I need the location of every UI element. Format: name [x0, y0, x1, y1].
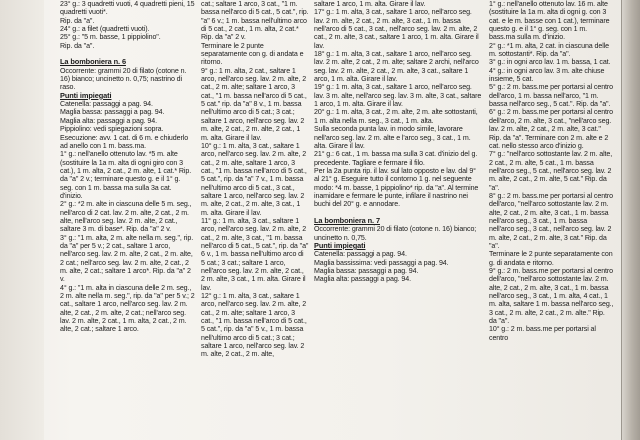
paragraph: Esecuzione: avv. 1 cat. di 6 m. e chiuderlo ad anello con 1 m. bass.ma.: [60, 133, 190, 150]
paragraph: 7° g.: "nell'arco sottostante lav. 2 m. alte, 2 cat., 2 m. alte, 5 cat., 1 m. bassa nell'arco seg., 5 cat., nell'arco seg. lav. 2 m. alte, 2 cat., 2 m. alte, 5 cat." Rip. da "a".: [489, 150, 615, 192]
paragraph: Catenella: passaggi a pag. 94.: [314, 250, 407, 259]
paragraph: Rip. da "a".: [60, 16, 95, 25]
paragraph: Occorrente: grammi 20 di filato (cotone n. 16) bianco; uncinetto n. 0,75.: [314, 225, 479, 242]
paragraph: Maglia alta: passaggi a pag. 94.: [314, 275, 411, 284]
paragraph: 6° g.: 2 m. bass.me per portarsi al centro dell'arco, 2 m. alte, 3 cat., "nell'arco seg. lav. 2 m. alte, 2 cat., 2 m. alte, 3 cat." Rip. da "a". Terminare con 2 m. alte e 2 cat. nello stesso arco d'inizio g.: [489, 108, 615, 150]
paragraph: 21° g.: 6 cat., 1 m. bassa ma sulla 3 cat. d'inizio del g. precedente. Tagliare e fermare il filo.: [314, 150, 480, 167]
paragraph: 23° g.: 3 quadretti vuoti, 4 quadretti pieni, 15 quadretti vuoti*.: [60, 0, 197, 17]
paragraph: Sulla seconda punta lav. in modo simile, lavorare nell'arco seg. lav. 2 m. alte e l'arco seg., 3 cat., 1 m. alta. Girare il lav.: [314, 125, 473, 150]
paragraph: 2° g.: *2 m. alte in ciascuna delle 5 m. seg., nell'arco di 2 cat. lav. 2 m. alte, 2 cat., 2 m. alte, nell'arco seg. lav. 2 m. alte, 2 cat., saltare 3 m. di base*. Rip. da "a" 2 v.: [60, 200, 194, 234]
text-column-2: [201, 0, 309, 440]
paragraph: Terminare le 2 punte separatamente con g. di andata e ritorno.: [489, 250, 615, 267]
paragraph: 24° g.: a filet (quadretti vuoti).: [60, 25, 150, 34]
paragraph: 10° g.: 1 m. alta, 3 cat., saltare 1 arco, nell'arco seg. lav. 2 m. alte, 2 cat., 2 m. alte, saltare 1 arco, 3 cat., "1 m. bassa nell'arco di 5 cat., 5 cat.", rip. da "a" 7 v., 1 m. bassa nell'ultimo arco di 5 cat., 3 cat., saltare 1 arco, nell'arco seg. lav. 2 m. alte, 2 cat., 2 m. alte, 3 cat., 1 m. alta. Girare il lav.: [201, 141, 309, 217]
paragraph: 9° g.: 1 m. alta, 2 cat., saltare 1 arco, nell'arco seg. lav. 2 m. alte, 2 cat., 2 m. alte; saltare 1 arco, 3 cat., "1 m. bassa nell'arco di 5 cat., 5 cat." rip. da "a" 8 v., 1 m. bassa nell'ultimo arco di 5 cat.; 3 cat.; saltare 1 arco, nell'arco seg. lav. 2 m. alte, 2 cat., 2 m. alte, 2 cat., 1 m. alta. Girare il lav.: [201, 66, 309, 142]
paragraph: 25° g.: "5 m. basse, 1 pippiolino".: [60, 33, 161, 42]
section-heading: La bomboniera n. 7: [314, 215, 380, 225]
paragraph: saltare 1 arco, 1 m. alta. Girare il lav.: [314, 0, 426, 8]
paragraph: 4° g.: "1 m. alta in ciascuna delle 2 m. seg., 2 m. alte nella m. seg.", rip. da "a" per 5 v.; 2 cat., saltare 1 arco, nell'arco seg. lav. 2 m. alte, 2 cat., 2 m. alte, 2 cat.; nell'arco seg. lav. 2 m. alte, 2 cat., 1 m. alta, 2 cat., 2 m. alte, 2 cat.; saltare 1 arco.: [60, 283, 197, 334]
paragraph: cat.; saltare 1 arco, 3 cat., "1 m. bassa nell'arco di 5 cat., 5 cat.", rip. "a" 6 v.; 1 m. bassa nell'ultimo arco di 5 cat., 2 cat., 1 m. alta, 2 cat.* Rip. da "a" 2 v.: [201, 0, 311, 42]
paragraph: 11° g.: 1 m. alta, 3 cat., saltare 1 arco, nell'arco seg. lav. 2 m. alte, 2 cat., 2 m. alte, 3 cat., "1 m. bassa nell'arco di 5 cat., 5 cat.", rip. da "a" 6 v., 1 m. bassa nell'ultimo arco di 5 cat.; 3 cat.; saltare 1 arco, nell'arco seg. lav. 2 m. alte, 2 cat., 2 m. alte, 3 cat., 1 m. alta. Girare il lav.: [201, 216, 311, 292]
page-margin: [0, 0, 44, 440]
paragraph: Maglia bassa: passaggi a pag. 94.: [60, 108, 165, 117]
paragraph: 19° g.: 1 m. alta, 3 cat., saltare 1 arco, nell'arco seg. lav. 3 m. alte, nell'arco seg. lav. 3 m. alte, 3 cat., saltare 1 arco, 1 m. alta. Girare il lav.: [314, 83, 484, 109]
paragraph: Terminare le 2 punte separatamente con g. di andata e ritorno.: [201, 41, 306, 67]
paragraph: 5° g.: 2 m. bass.me per portarsi al centro dell'arco, 1 m. bassa nell'arco, "1 m. bassa nell'arco seg., 5 cat.". Rip. da "a".: [489, 83, 615, 109]
paragraph: 3° g.: "1 m. alta, 2 m. alte nella m. seg.", rip. da "a" per 5 v.; 2 cat., saltare 1 arco, nell'arco seg. lav. 2 m. alte, 2 cat., 2 m. alte, 2 cat.; nell'arco seg. lav. 2 m. alte, 2 cat., 2 m. alte, 2 cat.; saltare 1 arco*. Rip. da "a" 2 v.: [60, 233, 195, 284]
paragraph: Maglia bassa: passaggi a pag. 94.: [314, 267, 419, 275]
paragraph: 1° g.: nell'anello ottenuto lav. *5 m. alte (sostituire la 1a m. alta di ogni giro con 3 cat.), 1 m. alta, 2 cat., 2 m. alte, 1 cat.* Rip. da "a" 2 v.; terminare questo g. e il 1° g. seg. con 1 m. bassa ma sulla 3a cat. d'inizio.: [60, 150, 193, 200]
section-heading: Punti impiegati: [314, 240, 366, 250]
paragraph: 3° g.: in ogni arco lav. 1 m. bassa, 1 cat.: [489, 58, 611, 67]
paragraph: Per la 2a punta rip. il lav. sul lato opposto e lav. dal 9° al 21° g. Eseguire tutto il contorno 1 g. nel seguente modo: *4 m. basse, 1 pippiolino* rip. da "a". Al termine inamidare e fermare le punte, infilare il nastrino nei buchi del 20° g. e annodare.: [314, 166, 481, 209]
text-column-4: [489, 0, 614, 440]
paragraph: 9° g.: 2 m. bass.me per portarsi al centro dell'arco, "nell'arco sottostante lav. 2 m. alte, 2 cat., 2 m. alte, 3 cat., 1 m. bassa nell'arco seg., 3 cat., 1 m. alta, 4 cat., 1 m. alta, saltare 1 m. bassa nell'arco seg., 3 cat., 2 m. alte, 2 cat., 2 m. alte." Rip. da "a".: [489, 267, 616, 326]
paragraph: 4° g.: in ogni arco lav. 3 m. alte chiuse insieme, 5 cat.: [489, 66, 607, 84]
paragraph: Rip. da "a".: [60, 41, 95, 50]
paragraph: Occorrente: grammi 20 di filato (cotone n. 16) bianco; uncinetto n. 0,75; nastrino di raso.: [60, 66, 189, 92]
paragraph: Pippiolino: vedi spiegazioni sopra.: [60, 125, 164, 134]
paragraph: 18° g.: 1 m. alta, 3 cat., saltare 1 arco, nell'arco seg. lav. 2 m. alte, 2 cat., 2 m. alte; saltare 2 archi, nell'arco seg. lav. 2 m. alte, 2 cat., 2 m. alte, 3 cat., saltare 1 arco, 1 m. alta. Girare il lav.: [314, 50, 481, 84]
text-column-1: [60, 0, 195, 440]
section-heading: Punti impiegati: [60, 90, 112, 100]
paragraph: 12° g.: 1 m. alta, 3 cat., saltare 1 arco, nell'arco seg. lav. 2 m. alte, 2 cat., 2 m. alte; saltare 1 arco, 3 cat., "1 m. bassa nell'arco di 5 cat., 5 cat.", rip. da "a" 5 v., 1 m. bassa nell'ultimo arco di 5 cat.; 3 cat.; saltare 1 arco, nell'arco seg. lav. 2 m. alte, 2 cat., 2 m. alte,: [201, 292, 309, 359]
paragraph: 1° g.: nell'anello ottenuto lav. 16 m. alte (sostituire la 1a m. alta di ogni g. con 3 cat. e le m. basse con 1 cat.), terminare questo g. e il 1° g. seg. con 1 m. bass.ma sulla m. d'inizio.: [489, 0, 612, 42]
paragraph: Maglia alta: passaggi a pag. 94.: [60, 116, 157, 125]
paragraph: 10° g.: 2 m. bass.me per portarsi al centro: [489, 325, 598, 342]
section-heading: La bomboniera n. 6: [60, 57, 126, 67]
book-spine: [622, 0, 640, 440]
paragraph: Maglia bassissima: vedi passaggi a pag. 94.: [314, 258, 449, 267]
paragraph: 17° g.: 1 m. alta, 3 cat., saltare 1 arco, nell'arco seg. lav. 2 m. alte, 2 cat., 2 m. alte, 3 cat., 1 m. bassa nell'arco di 5 cat., 3 cat., nell'arco seg. lav. 2 m. alte, 2 cat., 2 m. alte, 3 cat., saltare 1 arco, 1 m. alta. Girare il lav.: [314, 8, 481, 50]
paragraph: 8° g.: 2 m. bass.me per portarsi al centro dell'arco, "nell'arco sottostante lav. 2 m. alte, 2 cat., 2 m. alte, 3 cat., 1 m. bassa nell'arco seg., 3 cat., 1 m. bassa nell'arco seg., 3 cat., nell'arco seg. lav. 2 m. alte, 2 cat., 2 m. alte, 3 cat." Rip. da "a".: [489, 191, 615, 250]
text-column-3: [314, 0, 482, 440]
paragraph: 2° g.: *1 m. alta, 2 cat. in ciascuna delle m. sottostanti*. Rip. da "a".: [489, 41, 611, 59]
paragraph: Catenella: passaggi a pag. 94.: [60, 100, 153, 109]
paragraph: 20° g.: 1 m. alta, 3 cat., 2 m. alte, 2 m. alte sottostanti, 1 m. alta nella m. seg., 3 cat., 1 m. alta.: [314, 108, 480, 125]
